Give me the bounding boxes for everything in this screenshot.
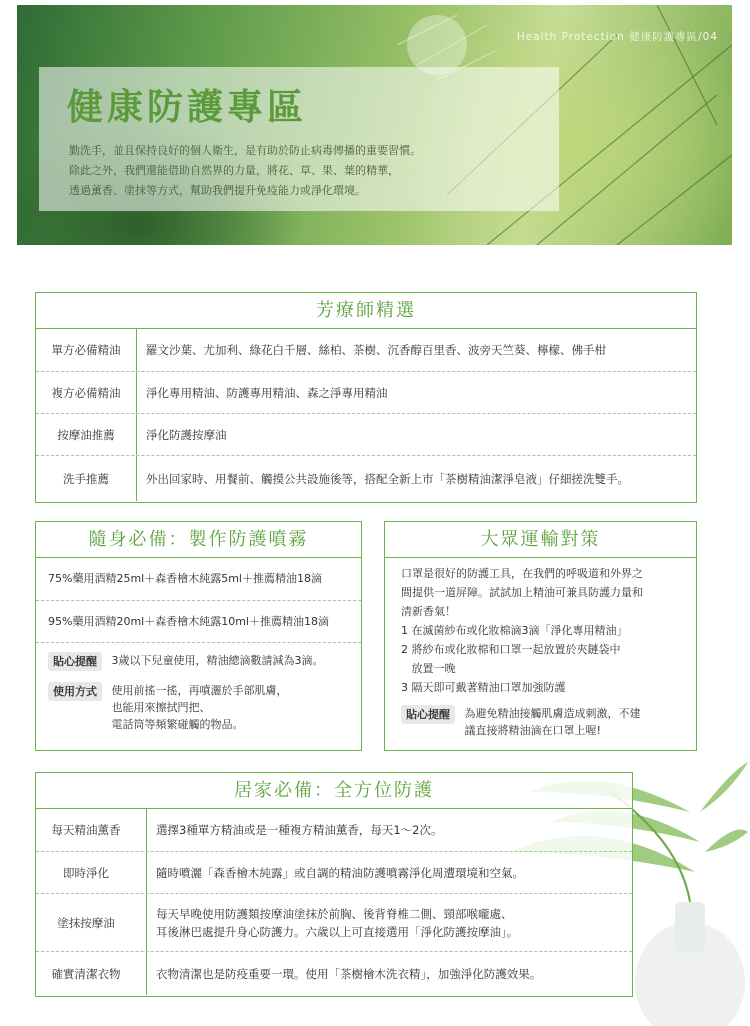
transport-step: 2 將紗布或化妝棉和口罩一起放置於夾鏈袋中 bbox=[401, 643, 621, 656]
transport-line: 口罩是很好的防護工具，在我們的呼吸道和外界之 bbox=[401, 567, 643, 580]
row-label: 複方必備精油 bbox=[51, 385, 121, 400]
page-title: 健康防護專區 bbox=[67, 86, 308, 128]
usage-line: 電話筒等頻繁碰觸的物品。 bbox=[111, 718, 244, 731]
portable-spray-section bbox=[35, 521, 362, 751]
tip-line: 議直接將精油滴在口罩上喔! bbox=[464, 724, 601, 737]
row-value: 淨化專用精油、防護專用精油、森之淨專用精油 bbox=[146, 385, 388, 400]
formula-2: 95%藥用酒精20ml＋森香檜木純露10ml＋推薦精油18滴 bbox=[36, 600, 361, 642]
intro-line: 透過薰香、塗抹等方式，幫助我們提升免疫能力或淨化環境。 bbox=[69, 184, 366, 197]
transport-step: 放置一晚 bbox=[401, 662, 456, 675]
table-row bbox=[36, 329, 696, 371]
tip-badge: 貼心提醒 bbox=[401, 705, 455, 724]
header-banner bbox=[17, 5, 732, 245]
usage-line: 也能用來擦拭門把、 bbox=[111, 701, 211, 714]
row-label: 按摩油推薦 bbox=[57, 427, 115, 442]
row-label: 即時淨化 bbox=[63, 865, 109, 880]
intro-line: 除此之外，我們還能借助自然界的力量，將花、草、果、葉的精華， bbox=[69, 164, 399, 177]
transport-text bbox=[401, 564, 686, 697]
usage-line: 使用前搖一搖，再噴灑於手部肌膚， bbox=[111, 684, 288, 697]
row-label: 確實清潔衣物 bbox=[51, 966, 121, 981]
table-row bbox=[36, 951, 632, 995]
transport-tip bbox=[401, 705, 641, 739]
row-label: 單方必備精油 bbox=[51, 343, 121, 357]
aromatherapist-selection bbox=[35, 292, 697, 503]
row-label: 洗手推薦 bbox=[63, 471, 109, 486]
row-value: 淨化防護按摩油 bbox=[146, 427, 227, 442]
row-label: 每天精油薰香 bbox=[51, 823, 121, 837]
row-value: 衣物清潔也是防疫重要一環。使用「茶樹檜木洗衣精」，加強淨化防護效果。 bbox=[156, 966, 542, 981]
row-value: 每天早晚使用防護類按摩油塗抹於前胸、後背脊椎二側、頸部喉嚨處、 耳後淋巴處提升身心防護力。六歲以上可直接選用「淨化防護按摩油」。 bbox=[156, 906, 519, 939]
row-label: 塗抹按摩油 bbox=[57, 915, 115, 930]
tip-badge: 貼心提醒 bbox=[48, 652, 102, 671]
home-title: 居家必備：全方位防護 bbox=[36, 773, 632, 809]
table-row bbox=[36, 809, 632, 851]
transport-step: 3 隔天即可戴著精油口罩加強防護 bbox=[401, 681, 566, 694]
table-row bbox=[36, 893, 632, 951]
row-value: 外出回家時、用餐前、觸摸公共設施後等，搭配全新上市「茶樹精油潔淨皂液」仔細搓洗雙手。 bbox=[146, 471, 629, 486]
row-value: 羅文沙葉、尤加利、綠花白千層、絲柏、茶樹、沉香醇百里香、波旁天竺葵、檸檬、佛手柑 bbox=[146, 343, 606, 357]
transport-line: 間提供一道屏障。試試加上精油可兼具防護力量和 bbox=[401, 586, 643, 599]
usage-badge: 使用方式 bbox=[48, 682, 102, 701]
table-row bbox=[36, 371, 696, 413]
intro-line: 勤洗手，並且保持良好的個人衛生，是有助於防止病毒傳播的重要習慣。 bbox=[69, 144, 421, 157]
row-value: 隨時噴灑「森香檜木純露」或自調的精油防護噴霧淨化周遭環境和空氣。 bbox=[156, 865, 524, 880]
table-row bbox=[36, 413, 696, 455]
tip-text: 3歲以下兒童使用，精油總滴數請減為3滴。 bbox=[111, 654, 324, 667]
formula-1: 75%藥用酒精25ml＋森香檜木純露5ml＋推薦精油18滴 bbox=[48, 572, 322, 585]
home-protection-section bbox=[35, 772, 633, 997]
transport-step: 1 在滅菌紗布或化妝棉滴3滴「淨化專用精油」 bbox=[401, 624, 628, 637]
title-panel bbox=[39, 67, 559, 211]
spray-title: 隨身必備：製作防護噴霧 bbox=[36, 522, 361, 558]
row-value: 選擇3種單方精油或是一種複方精油薰香，每天1～2次。 bbox=[156, 823, 443, 837]
transport-line: 清新香氣！ bbox=[401, 605, 456, 618]
spray-tip bbox=[48, 652, 324, 671]
aromatherapist-title: 芳療師精選 bbox=[36, 293, 696, 329]
tip-line: 為避免精油接觸肌膚造成刺激，不建 bbox=[464, 707, 641, 720]
public-transport-section bbox=[384, 521, 697, 751]
spray-usage bbox=[48, 682, 288, 733]
section-tag: Health Protection 健康防護專區/04 bbox=[516, 31, 718, 43]
table-row bbox=[36, 851, 632, 893]
table-row bbox=[36, 455, 696, 501]
transport-title: 大眾運輸對策 bbox=[385, 522, 696, 558]
intro-text bbox=[69, 141, 421, 201]
